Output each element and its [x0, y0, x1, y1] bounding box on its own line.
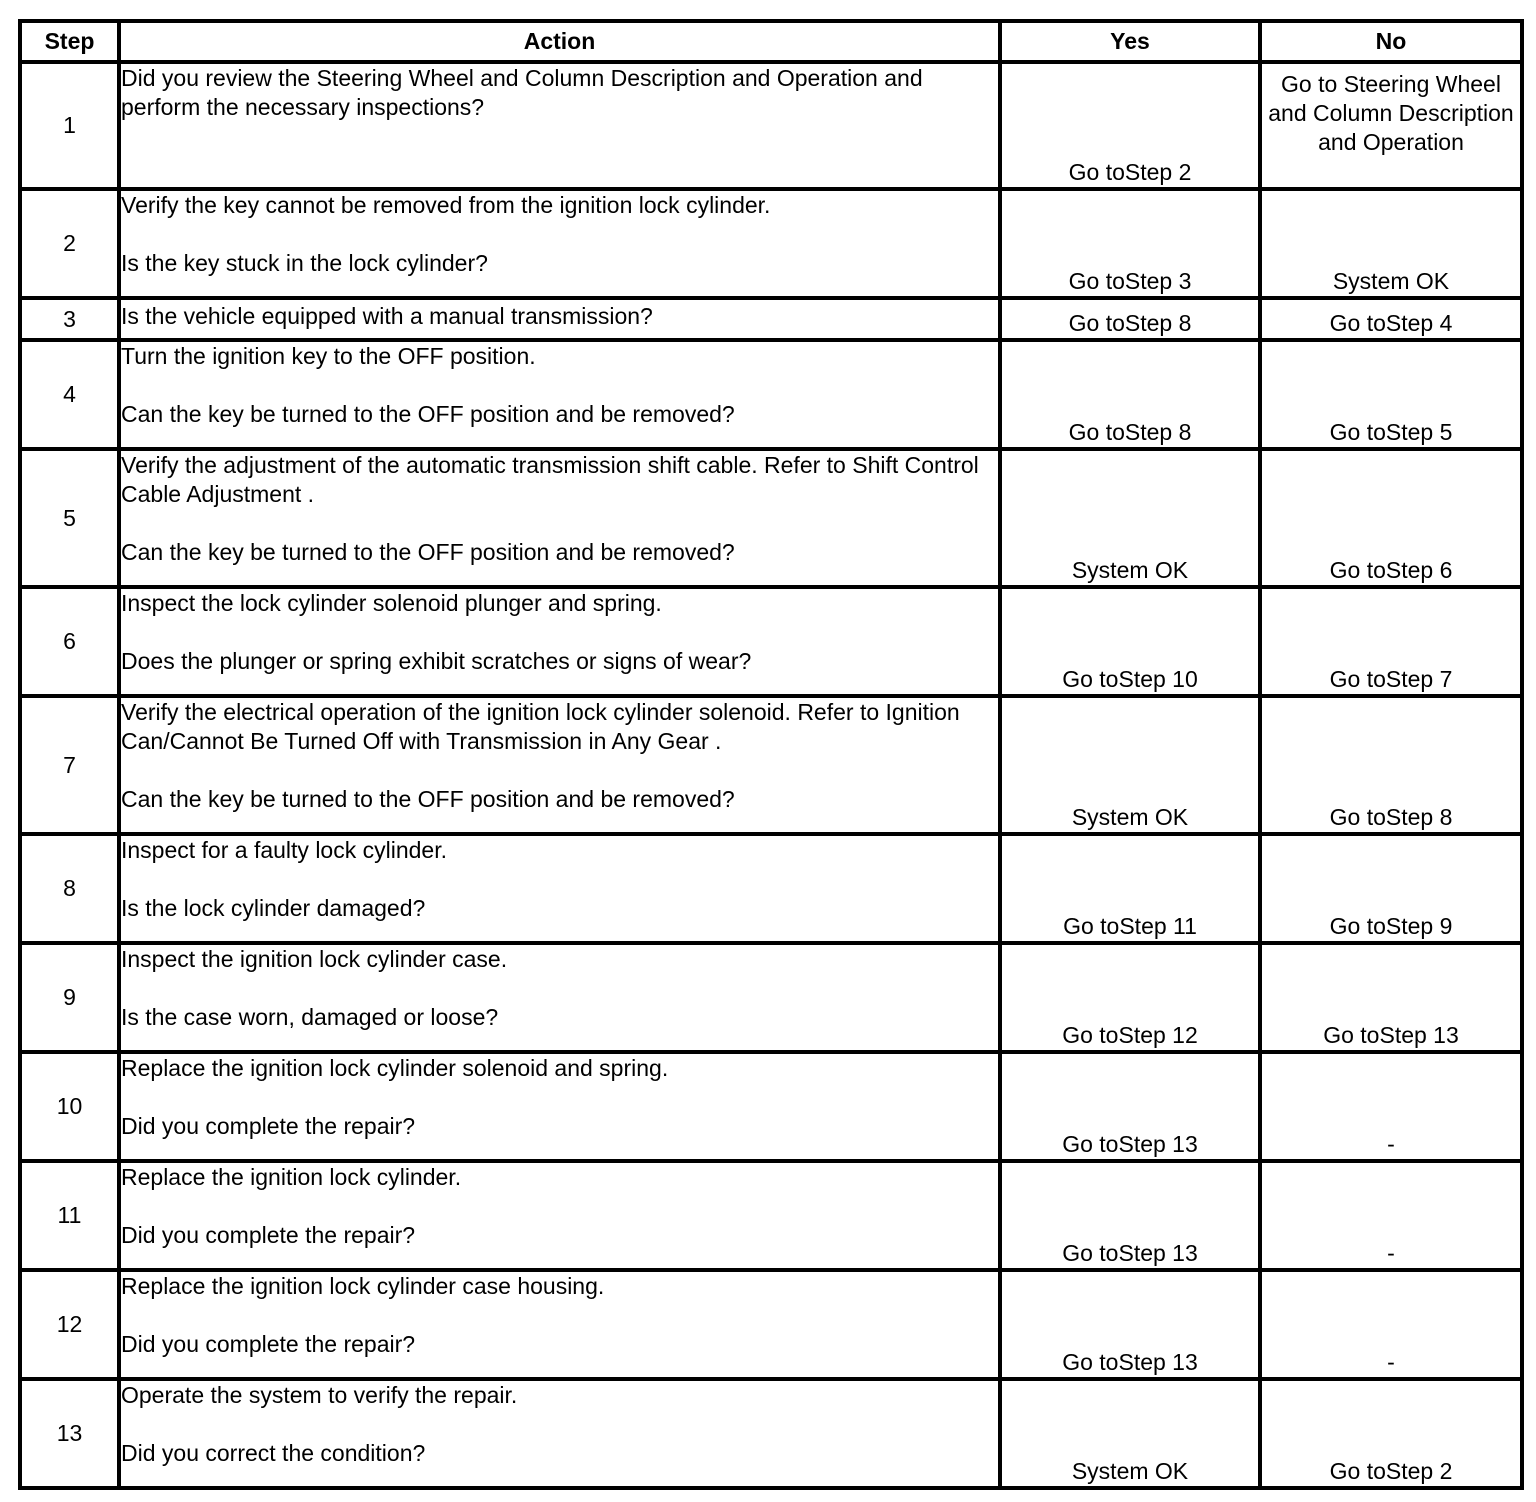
action-instruction: Turn the ignition key to the OFF position.	[121, 343, 536, 369]
table-row	[20, 587, 1522, 696]
step-number: 5	[20, 449, 119, 587]
step-number: 7	[20, 696, 119, 834]
action-cell	[119, 1379, 1000, 1488]
action-instruction: Verify the adjustment of the automatic transmission shift cable. Refer to Shift Control Cable Adjustment .	[121, 452, 979, 507]
table-row	[20, 340, 1522, 449]
yes-cell: System OK	[1000, 1379, 1260, 1488]
step-number: 2	[20, 189, 119, 298]
action-cell	[119, 449, 1000, 587]
action-instruction: Inspect the lock cylinder solenoid plunger and spring.	[121, 590, 662, 616]
no-cell: -	[1260, 1270, 1522, 1379]
no-cell: Go toStep 7	[1260, 587, 1522, 696]
step-number: 12	[20, 1270, 119, 1379]
table-row	[20, 1161, 1522, 1270]
table-row	[20, 449, 1522, 587]
no-cell: Go toStep 2	[1260, 1379, 1522, 1488]
header-step: Step	[20, 21, 119, 62]
yes-cell: Go toStep 13	[1000, 1161, 1260, 1270]
action-instruction: Operate the system to verify the repair.	[121, 1382, 518, 1408]
diagnostic-table-container	[18, 19, 1520, 1490]
yes-cell: Go toStep 3	[1000, 189, 1260, 298]
step-number: 10	[20, 1052, 119, 1161]
table-row	[20, 834, 1522, 943]
action-question: Is the case worn, damaged or loose?	[121, 1004, 499, 1030]
table-row	[20, 298, 1522, 340]
header-yes: Yes	[1000, 21, 1260, 62]
yes-cell: Go toStep 8	[1000, 298, 1260, 340]
yes-cell: Go toStep 13	[1000, 1270, 1260, 1379]
table-row	[20, 1379, 1522, 1488]
action-instruction: Inspect the ignition lock cylinder case.	[121, 946, 508, 972]
no-cell: System OK	[1260, 189, 1522, 298]
action-instruction: Replace the ignition lock cylinder case housing.	[121, 1273, 605, 1299]
action-question: Did you complete the repair?	[121, 1331, 416, 1357]
header-action: Action	[119, 21, 1000, 62]
step-number: 4	[20, 340, 119, 449]
diagnostic-table	[18, 19, 1524, 1490]
action-instruction: Inspect for a faulty lock cylinder.	[121, 837, 447, 863]
no-cell: -	[1260, 1052, 1522, 1161]
header-no: No	[1260, 21, 1522, 62]
step-number: 13	[20, 1379, 119, 1488]
step-number: 8	[20, 834, 119, 943]
action-cell	[119, 189, 1000, 298]
header-row	[20, 21, 1522, 62]
table-row	[20, 1270, 1522, 1379]
action-cell	[119, 834, 1000, 943]
no-cell: Go toStep 9	[1260, 834, 1522, 943]
action-cell	[119, 1270, 1000, 1379]
yes-cell: Go toStep 13	[1000, 1052, 1260, 1161]
no-cell: Go to Steering Wheel and Column Description and Operation	[1260, 62, 1522, 189]
yes-cell: Go toStep 2	[1000, 62, 1260, 189]
no-cell: -	[1260, 1161, 1522, 1270]
step-number: 3	[20, 298, 119, 340]
action-cell	[119, 587, 1000, 696]
yes-cell: Go toStep 8	[1000, 340, 1260, 449]
no-cell: Go toStep 8	[1260, 696, 1522, 834]
action-question: Can the key be turned to the OFF position and be removed?	[121, 401, 735, 427]
step-number: 6	[20, 587, 119, 696]
step-number: 1	[20, 62, 119, 189]
action-question: Did you review the Steering Wheel and Column Description and Operation and perform the necessary inspections?	[121, 65, 923, 120]
no-cell: Go toStep 6	[1260, 449, 1522, 587]
action-cell	[119, 943, 1000, 1052]
yes-cell: System OK	[1000, 449, 1260, 587]
action-question: Is the key stuck in the lock cylinder?	[121, 250, 488, 276]
table-row	[20, 189, 1522, 298]
action-question: Is the vehicle equipped with a manual transmission?	[121, 303, 653, 329]
action-cell	[119, 340, 1000, 449]
yes-cell: System OK	[1000, 696, 1260, 834]
yes-cell: Go toStep 12	[1000, 943, 1260, 1052]
action-question: Did you correct the condition?	[121, 1440, 426, 1466]
table-row	[20, 62, 1522, 189]
action-cell	[119, 696, 1000, 834]
action-instruction: Verify the electrical operation of the ignition lock cylinder solenoid. Refer to Ignition Can/Cannot Be Turned Off with Transmission in Any Gear .	[121, 699, 960, 754]
action-cell	[119, 1052, 1000, 1161]
action-cell	[119, 1161, 1000, 1270]
yes-cell: Go toStep 11	[1000, 834, 1260, 943]
action-instruction: Verify the key cannot be removed from the ignition lock cylinder.	[121, 192, 771, 218]
action-question: Can the key be turned to the OFF position and be removed?	[121, 539, 735, 565]
table-row	[20, 696, 1522, 834]
action-instruction: Replace the ignition lock cylinder solenoid and spring.	[121, 1055, 669, 1081]
action-instruction: Replace the ignition lock cylinder.	[121, 1164, 462, 1190]
yes-cell: Go toStep 10	[1000, 587, 1260, 696]
no-cell: Go toStep 5	[1260, 340, 1522, 449]
action-question: Did you complete the repair?	[121, 1113, 416, 1139]
no-cell: Go toStep 4	[1260, 298, 1522, 340]
step-number: 9	[20, 943, 119, 1052]
table-row	[20, 1052, 1522, 1161]
action-cell	[119, 298, 1000, 340]
no-cell: Go toStep 13	[1260, 943, 1522, 1052]
action-question: Does the plunger or spring exhibit scratches or signs of wear?	[121, 648, 752, 674]
table-row	[20, 943, 1522, 1052]
step-number: 11	[20, 1161, 119, 1270]
action-question: Did you complete the repair?	[121, 1222, 416, 1248]
action-cell	[119, 62, 1000, 189]
action-question: Can the key be turned to the OFF position and be removed?	[121, 786, 735, 812]
action-question: Is the lock cylinder damaged?	[121, 895, 426, 921]
